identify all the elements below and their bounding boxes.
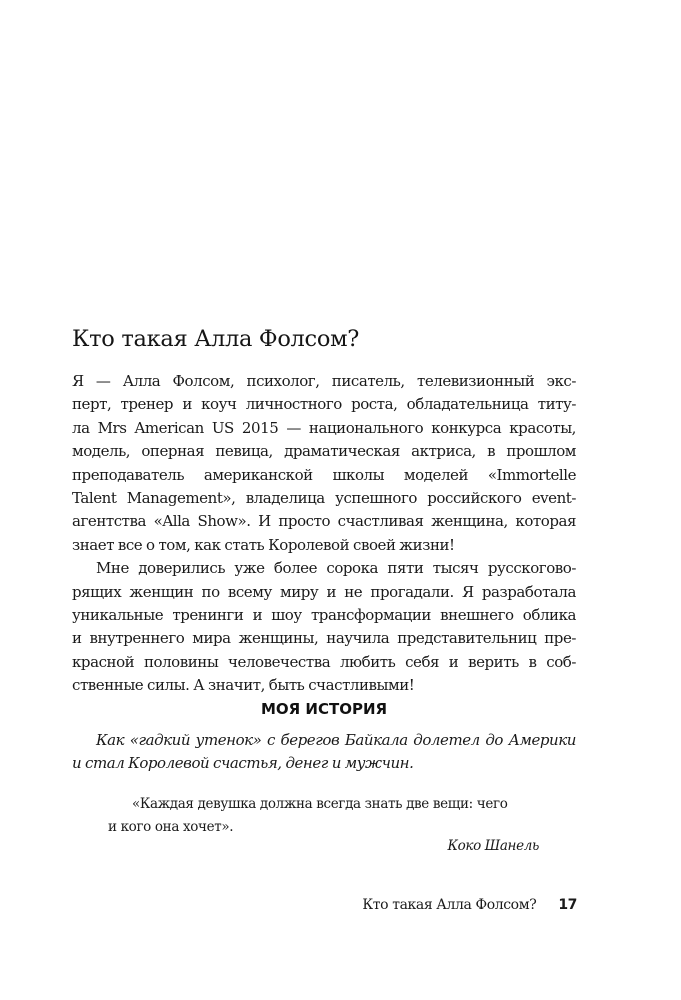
body-text <box>72 370 576 697</box>
page-footer <box>362 897 577 913</box>
chapter-title: Кто такая Алла Фолсом? <box>72 326 360 352</box>
section-heading: МОЯ ИСТОРИЯ <box>260 700 388 718</box>
subtitle-line: Как «гадкий утенок» с берегов Байкала долетел до Америки <box>96 731 576 749</box>
epigraph-author: Коко Шанель <box>447 838 539 854</box>
subtitle-line: и стал Королевой счастья, денег и мужчин. <box>72 754 414 773</box>
text-line: красной половины человечества любить себя и верить в соб- <box>72 652 576 671</box>
text-line: уникальные тренинги и шоу трансформации внешнего облика <box>72 605 576 624</box>
text-line: модель, оперная певица, драматическая актриса, в прошлом <box>72 442 576 461</box>
epigraph-line: и кого она хочет». <box>108 819 234 835</box>
epigraph-quote <box>96 793 546 839</box>
text-line: агентства «Alla Show». И просто счастливая женщина, которая <box>72 512 576 531</box>
text-line: Talent Management», владелица успешного российского event- <box>72 488 576 507</box>
text-line: ственные силы. А значит, быть счастливыми! <box>72 676 415 695</box>
section-subtitle <box>72 728 576 775</box>
text-line: Мне доверились уже более сорока пяти тысяч русскогово- <box>96 559 576 578</box>
text-line: знает все о том, как стать Королевой своей жизни! <box>72 535 455 554</box>
epigraph-line: «Каждая девушка должна всегда знать две вещи: чего <box>132 796 508 812</box>
paragraph-trust <box>72 557 576 697</box>
text-line: перт, тренер и коуч личностного роста, обладательница титу- <box>72 395 576 414</box>
text-line: рящих женщин по всему миру и не прогадали. Я разработала <box>72 582 576 601</box>
text-line: и внутреннего мира женщины, научила представительниц пре- <box>72 629 576 648</box>
text-line: ла Mrs American US 2015 — национального конкурса красоты, <box>72 418 576 437</box>
running-title: Кто такая Алла Фолсом? <box>362 897 537 913</box>
text-line: Я — Алла Фолсом, психолог, писатель, телевизионный экс- <box>72 372 576 390</box>
page-number: 17 <box>558 897 577 913</box>
paragraph-intro <box>72 370 576 557</box>
text-line: преподаватель американской школы моделей «Immortelle <box>72 465 576 484</box>
